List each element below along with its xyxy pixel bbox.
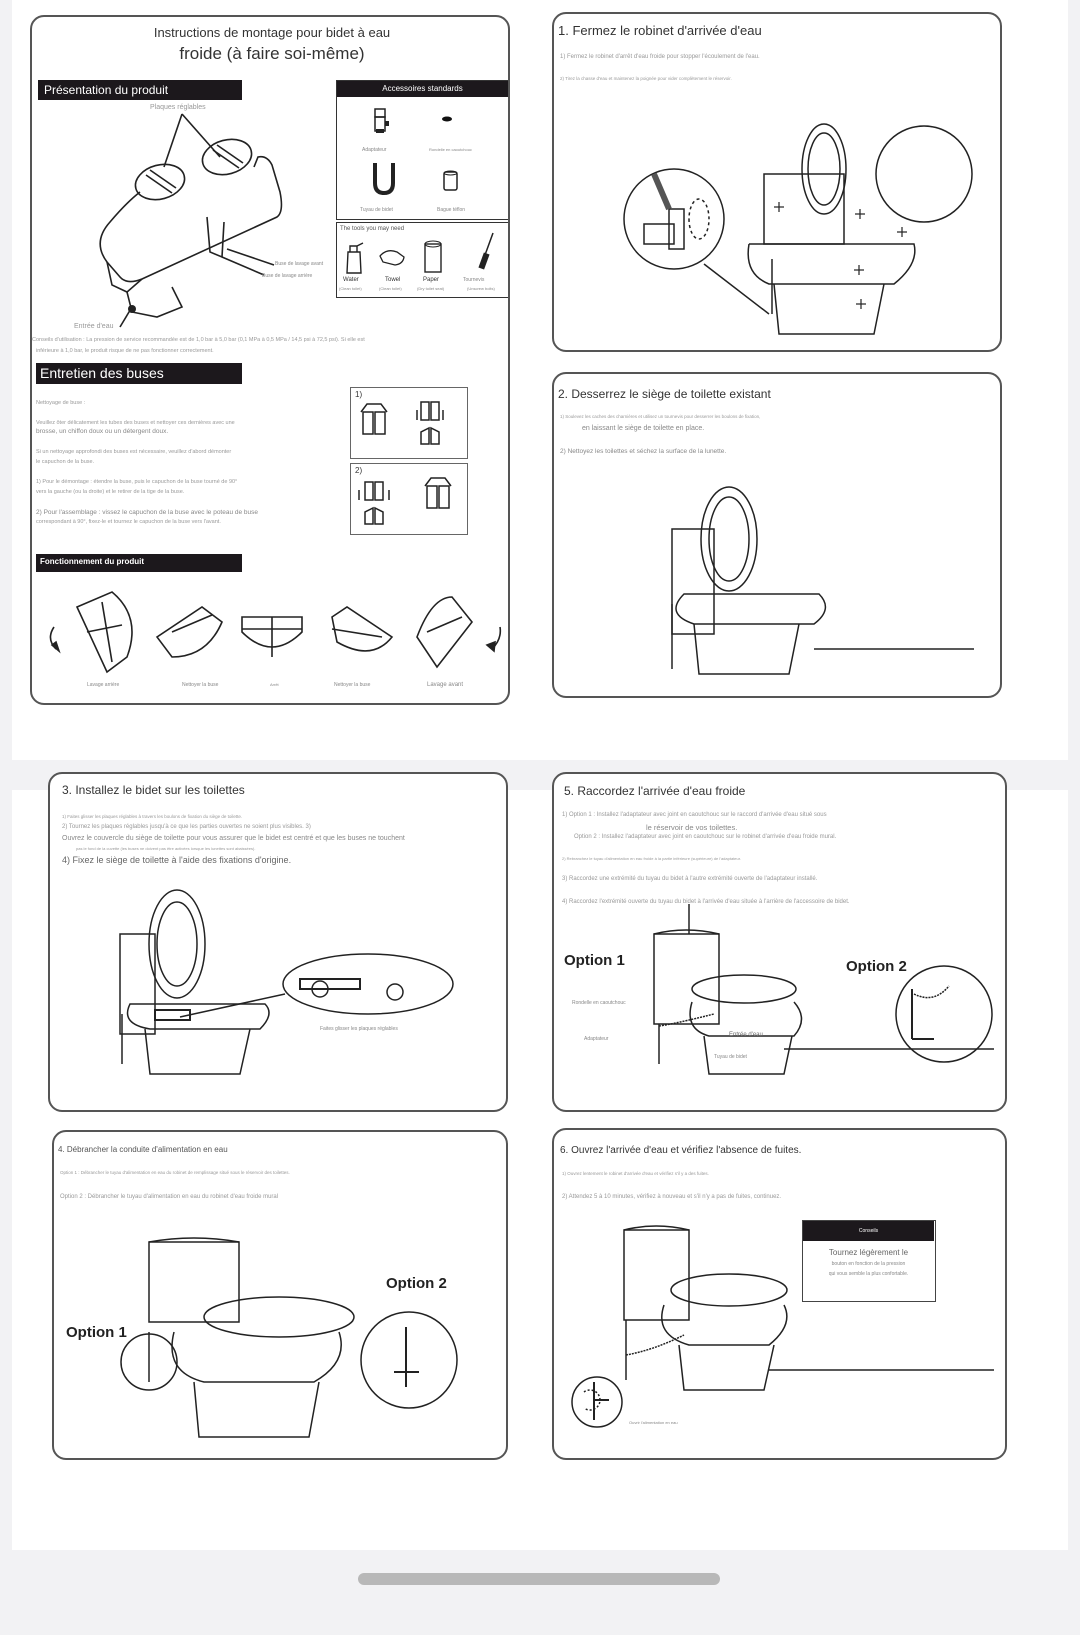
step-6-callout: Ouvrir l'alimentation en eau [629, 1420, 678, 1425]
step-5-panel [552, 772, 1007, 1112]
function-label-clean-nozzle-1: Nettoyer la buse [182, 682, 219, 688]
page-scrollbar[interactable] [358, 1573, 720, 1585]
step-4-title: 4. Débrancher la conduite d'alimentation en eau [58, 1145, 228, 1154]
step-6-line2: 2) Attendez 5 à 10 minutes, vérifiez à nouveau et s'il n'y a pas de fuites, continuez. [562, 1194, 782, 1200]
step-2-title: 2. Desserrez le siège de toilette existant [558, 387, 771, 401]
step-3-callout: Faites glisser les plaques réglables [320, 1026, 398, 1032]
towel-icon [377, 248, 407, 268]
nozzle-disassembly-illustration [351, 388, 469, 460]
maintenance-p2a: Veuillez ôter délicatement les tubes des buses et nettoyer ces dernières avec une [36, 420, 235, 426]
maintenance-p5b: correspondant à 90°, fixez-le et tournez le capuchon de la buse vers l'avant. [36, 519, 221, 525]
step-5-line1: 1) Option 1 : Installez l'adaptateur avec joint en caoutchouc sur le raccord d'arrivée d'eau situé sous [562, 812, 827, 818]
step-2-panel [552, 372, 1002, 698]
doc-title-line2: froide (à faire soi-même) [179, 44, 365, 63]
knob-positions-illustration [32, 587, 510, 687]
tip-header: Conseils [803, 1221, 934, 1241]
step-5-title: 5. Raccordez l'arrivée d'eau froide [564, 784, 746, 798]
maintenance-header: Entretien des buses [36, 363, 242, 384]
water-connection-illustration [554, 774, 1007, 1112]
screwdriver-icon [477, 233, 497, 273]
water-inlet-label: Entrée d'eau [74, 323, 114, 330]
step-5-line1c: Option 2 : Installez l'adaptateur avec joint en caoutchouc sur le robinet d'arrivée d'eau froide mural. [574, 834, 837, 840]
instruction-sheet-1 [12, 0, 1068, 760]
washer-label: Rondelle en caoutchouc [572, 1000, 626, 1006]
disconnect-supply-illustration [54, 1132, 508, 1460]
tool-towel-label: Towel [385, 277, 401, 283]
accessories-header: Accessoires standards [337, 81, 508, 97]
maintenance-p1: Nettoyage de buse : [36, 400, 86, 406]
tool-screwdriver-sub: (Unscrew bolts) [467, 286, 495, 291]
function-header: Fonctionnement du produit [36, 554, 242, 572]
teflon-tape-icon [441, 169, 461, 193]
inlet-label: Entrée d'eau [729, 1032, 763, 1038]
instruction-sheet-2 [12, 783, 1068, 1550]
tools-header: The tools you may need [340, 226, 405, 232]
accessory-teflon-label: Bague téflon [437, 207, 466, 213]
step-5-option-2: Option 2 [846, 958, 907, 975]
step-3-line4: 4) Fixez le siège de toilette à l'aide des fixations d'origine. [62, 855, 292, 865]
spray-bottle-icon [343, 240, 365, 274]
step-5-line1b: le réservoir de vos toilettes. [646, 823, 738, 832]
rubber-washer-icon [441, 116, 453, 122]
step-6-line1: 1) Ouvrez lentement le robinet d'arrivée d'eau et vérifiez s'il y a des fuites. [562, 1171, 709, 1176]
nozzle-front-label: Buse de lavage avant [275, 261, 324, 267]
toilet-seat-loosen-illustration [554, 374, 1002, 698]
step-3-line2: 2) Tournez les plaques réglables jusqu'à ce que les parties ouvertes ne soient plus visibles. 3) [62, 824, 311, 830]
paper-roll-icon [422, 240, 444, 274]
function-label-front-wash: Lavage avant [427, 682, 464, 688]
step-5-line2: 2) Rebranchez le tuyau d'alimentation en eau froide à la partie inférieure (supérieure) de l'adaptateur. [562, 856, 741, 861]
function-label-rear-wash: Lavage arrière [87, 682, 120, 688]
nozzle-step2-box [350, 463, 468, 535]
bidet-hose-icon [369, 163, 399, 195]
step-4-line2: Option 2 : Débrancher le tuyau d'alimentation en eau du robinet d'eau froide mural [60, 1194, 279, 1200]
hose-label: Tuyau de bidet [714, 1054, 747, 1060]
usage-tip-line2: inférieure à 1,0 bar, le produit risque de ne pas fonctionner correctement. [36, 348, 214, 354]
step-6-title: 6. Ouvrez l'arrivée d'eau et vérifiez l'absence de fuites. [560, 1145, 802, 1156]
nozzle-assembly-illustration [351, 464, 469, 536]
usage-tip-line1: Conseils d'utilisation : La pression de service recommandée est de 1,0 bar à 5,0 bar (0,1 MPa à 0,5 MPa / 14,5 psi à 72,5 psi). Si elle est [32, 337, 365, 343]
step-5-option-1: Option 1 [564, 952, 625, 969]
tool-towel-sub: (Clean toilet) [379, 286, 402, 291]
bidet-install-illustration [50, 774, 508, 1112]
step-3-line3b: pas le fond de la cuvette (les buses ne doivent pas être activées lorsque les lunettes sont abaissées). [76, 846, 256, 851]
shutoff-valve-toilet-illustration [554, 14, 1002, 352]
tip-line2: bouton en fonction de la pression [831, 1261, 906, 1267]
tip-line3: qui vous semble la plus confortable. [828, 1271, 909, 1277]
step-3-title: 3. Installez le bidet sur les toilettes [62, 783, 245, 797]
plates-label: Plaques réglables [150, 104, 206, 111]
step-4-option-1: Option 1 [66, 1324, 127, 1341]
accessory-hose-label: Tuyau de bidet [360, 207, 393, 213]
adapter-icon [372, 109, 392, 139]
tools-box [336, 222, 510, 298]
leak-check-illustration [554, 1130, 1007, 1460]
nozzle-step1-num: 1) [355, 390, 363, 399]
tip-line1: Tournez légèrement le [828, 1248, 909, 1257]
overview-panel [30, 15, 510, 705]
nozzle-step1-box [350, 387, 468, 459]
nozzle-rear-label: Buse de lavage arrière [262, 273, 313, 279]
tool-paper-sub: (Dry toilet seat) [417, 286, 445, 291]
function-label-clean-nozzle-2: Nettoyer la buse [334, 682, 371, 688]
step-3-line3: Ouvrez le couvercle du siège de toilette pour vous assurer que le bidet est centré et que les buses ne touchent [62, 835, 405, 842]
step-4-line1: Option 1 : Débrancher le tuyau d'alimentation en eau du robinet de remplissage situé sous le réservoir des toilettes. [60, 1170, 290, 1175]
accessory-washer-label: Rondelle en caoutchouc [429, 147, 472, 152]
step-4-option-2: Option 2 [386, 1275, 447, 1292]
doc-title-line1: Instructions de montage pour bidet à eau [153, 25, 391, 40]
nozzle-step2-num: 2) [355, 466, 363, 475]
step-2-line2: 2) Nettoyez les toilettes et séchez la surface de la lunette. [560, 448, 727, 455]
maintenance-p3a: Si un nettoyage approfondi des buses est nécessaire, veuillez d'abord démonter [36, 449, 232, 455]
maintenance-p3b: le capuchon de la buse. [36, 459, 95, 465]
accessory-adapter-label: Adaptateur [362, 147, 387, 153]
tool-water-sub: (Clean toilet) [339, 286, 362, 291]
presentation-header: Présentation du produit [38, 80, 242, 100]
function-label-stop: Arrêt [270, 682, 279, 687]
accessories-box [336, 80, 510, 220]
tool-screwdriver-label: Tournevis [463, 277, 485, 283]
step-3-panel [48, 772, 508, 1112]
step-2-line1b: en laissant le siège de toilette en place. [582, 425, 705, 432]
step-3-line1: 1) Faites glisser les plaques réglables à travers les boulons de fixation du siège de toilette. [62, 814, 243, 819]
step-2-line1: 1) Soulevez les caches des charnières et utilisez un tournevis pour desserrer les boulons de fixation, [560, 414, 761, 419]
step-5-line4: 4) Raccordez l'extrémité ouverte du tuyau du bidet à l'arrivée d'eau située à l'arrière de l'accessoire de bidet. [562, 899, 850, 905]
maintenance-p2b: brosse, un chiffon doux ou un détergent doux. [36, 428, 169, 435]
step-1-title: 1. Fermez le robinet d'arrivée d'eau [558, 23, 762, 38]
tool-paper-label: Paper [423, 277, 440, 283]
step-1-line2: 2) Tirez la chasse d'eau et maintenez la poignée pour vider complètement le réservoir. [560, 76, 732, 81]
maintenance-p4a: 1) Pour le démontage : étendre la buse, puis le capuchon de la buse tourné de 90° [36, 479, 238, 485]
tool-water-label: Water [343, 277, 359, 283]
step-6-panel [552, 1128, 1007, 1460]
step-4-panel [52, 1130, 508, 1460]
step-1-line1: 1) Fermez le robinet d'arrêt d'eau froide pour stopper l'écoulement de l'eau. [560, 54, 760, 60]
adapter-label: Adaptateur [584, 1036, 609, 1042]
maintenance-p4b: vers la gauche (ou la droite) et le retirer de la tige de la buse. [36, 489, 185, 495]
maintenance-p5a: 2) Pour l'assemblage : vissez le capuchon de la buse avec le poteau de buse [36, 509, 259, 516]
step-5-line3: 3) Raccordez une extrémité du tuyau du bidet à l'autre extrémité ouverte de l'adaptateur installé. [562, 876, 818, 882]
step-1-panel [552, 12, 1002, 352]
